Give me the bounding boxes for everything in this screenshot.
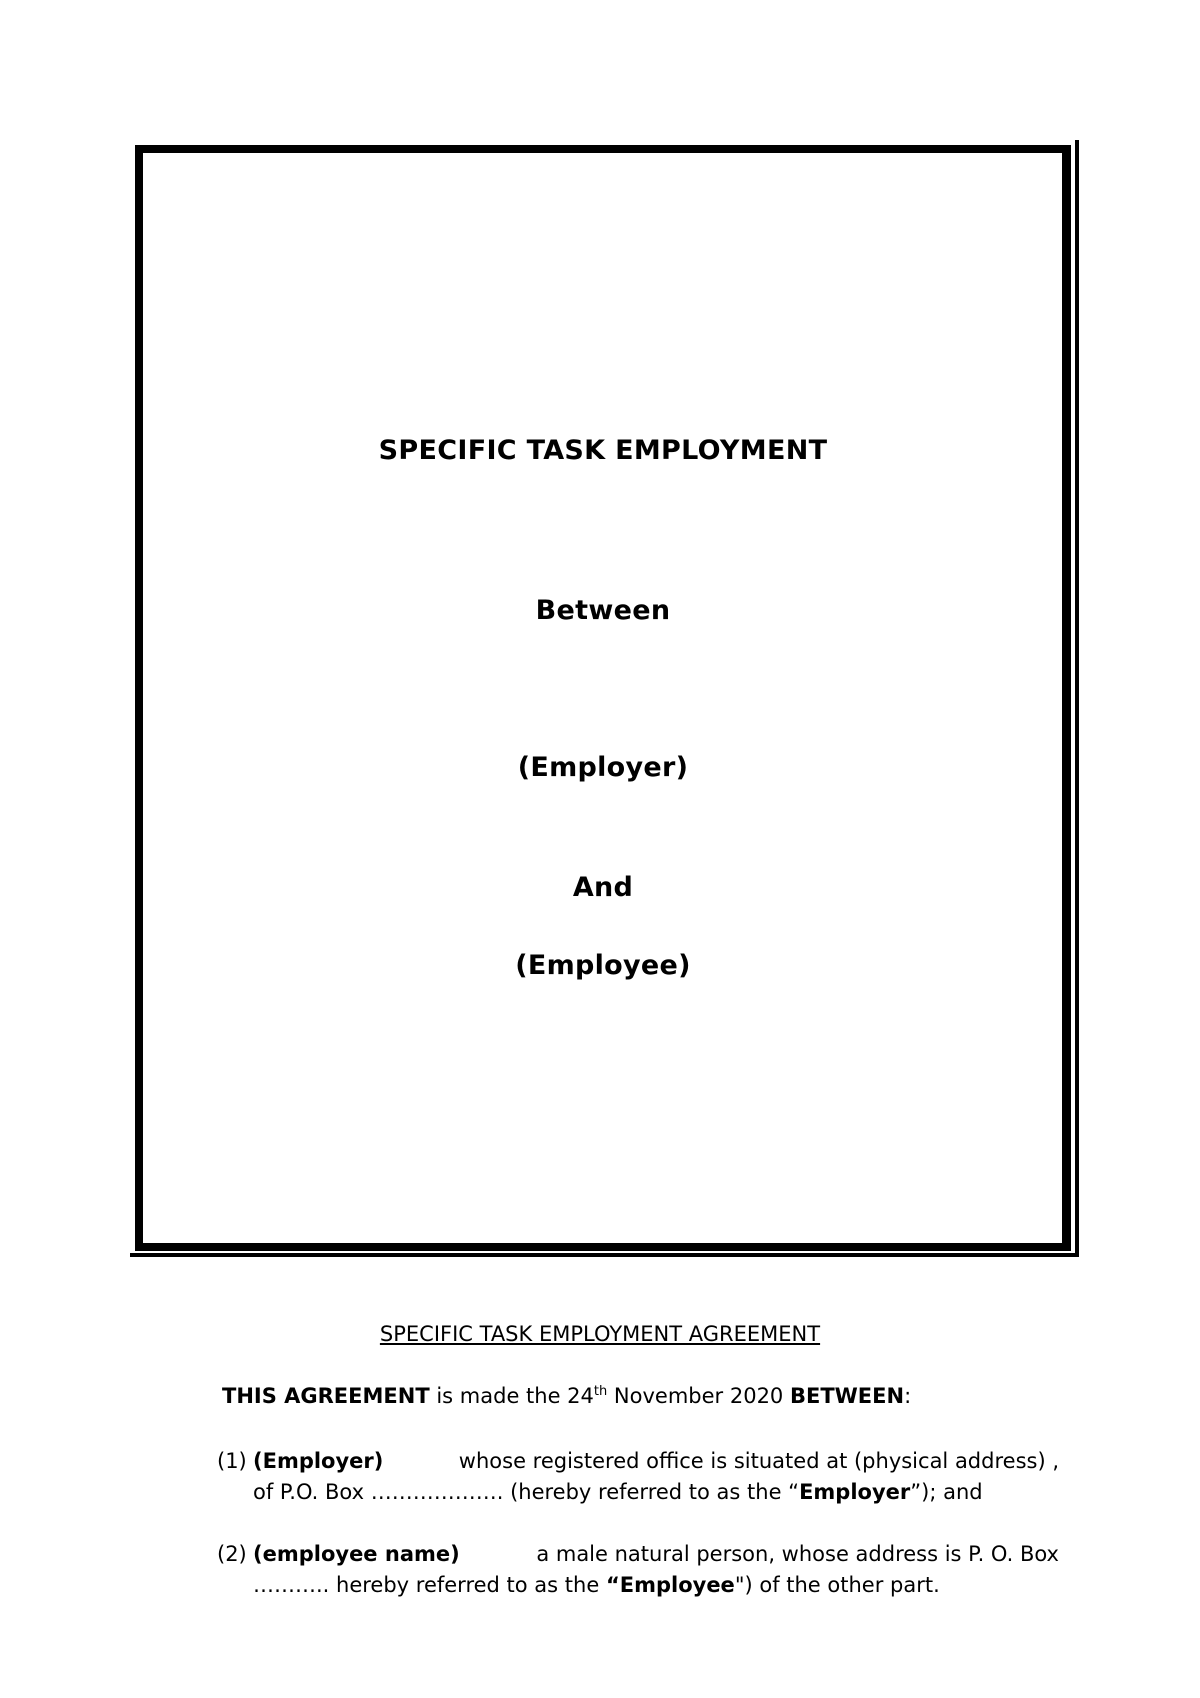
agreement-heading: SPECIFIC TASK EMPLOYMENT AGREEMENT xyxy=(379,1322,821,1346)
party-defined-term: Employer xyxy=(799,1480,911,1504)
cover-frame-inner-rule xyxy=(1062,145,1065,1251)
cover-and: And xyxy=(572,872,634,903)
intro-ordinal: th xyxy=(593,1384,608,1399)
party-employee xyxy=(217,1539,1059,1601)
cover-frame-shadow-right xyxy=(1075,140,1079,1257)
intro-mid: is made the 24 xyxy=(429,1384,594,1408)
cover-title: SPECIFIC TASK EMPLOYMENT xyxy=(378,435,828,466)
party-line2 xyxy=(217,1477,1059,1508)
intro-lead: THIS AGREEMENT xyxy=(222,1384,430,1408)
party-name: (Employer) xyxy=(253,1449,384,1473)
cover-employer: (Employer) xyxy=(517,752,689,783)
party-line2-tail: ") of the other part. xyxy=(734,1573,940,1597)
cover-employee: (Employee) xyxy=(515,950,691,981)
intro-date: November 2020 xyxy=(607,1384,790,1408)
agreement-intro xyxy=(222,1384,911,1408)
party-number: (2) xyxy=(217,1542,247,1566)
party-line1: whose registered office is situated at (physical address) , xyxy=(458,1449,1059,1473)
cover-between: Between xyxy=(535,595,671,626)
party-line2-text: ……….. hereby referred to as the xyxy=(253,1573,606,1597)
cover-frame xyxy=(135,145,1071,1251)
intro-between: BETWEEN xyxy=(789,1384,905,1408)
party-defined-term: “Employee xyxy=(605,1573,735,1597)
party-name: (employee name) xyxy=(253,1542,460,1566)
party-number: (1) xyxy=(217,1449,247,1473)
cover-frame-shadow-bottom xyxy=(130,1253,1079,1257)
party-line2 xyxy=(217,1570,1059,1601)
party-line2-text: of P.O. Box ………………. (hereby referred to as the “ xyxy=(253,1480,800,1504)
party-line2-tail: ”); and xyxy=(910,1480,983,1504)
party-line1: a male natural person, whose address is P. O. Box xyxy=(536,1542,1059,1566)
party-employer xyxy=(217,1446,1059,1508)
intro-colon: : xyxy=(904,1384,912,1408)
